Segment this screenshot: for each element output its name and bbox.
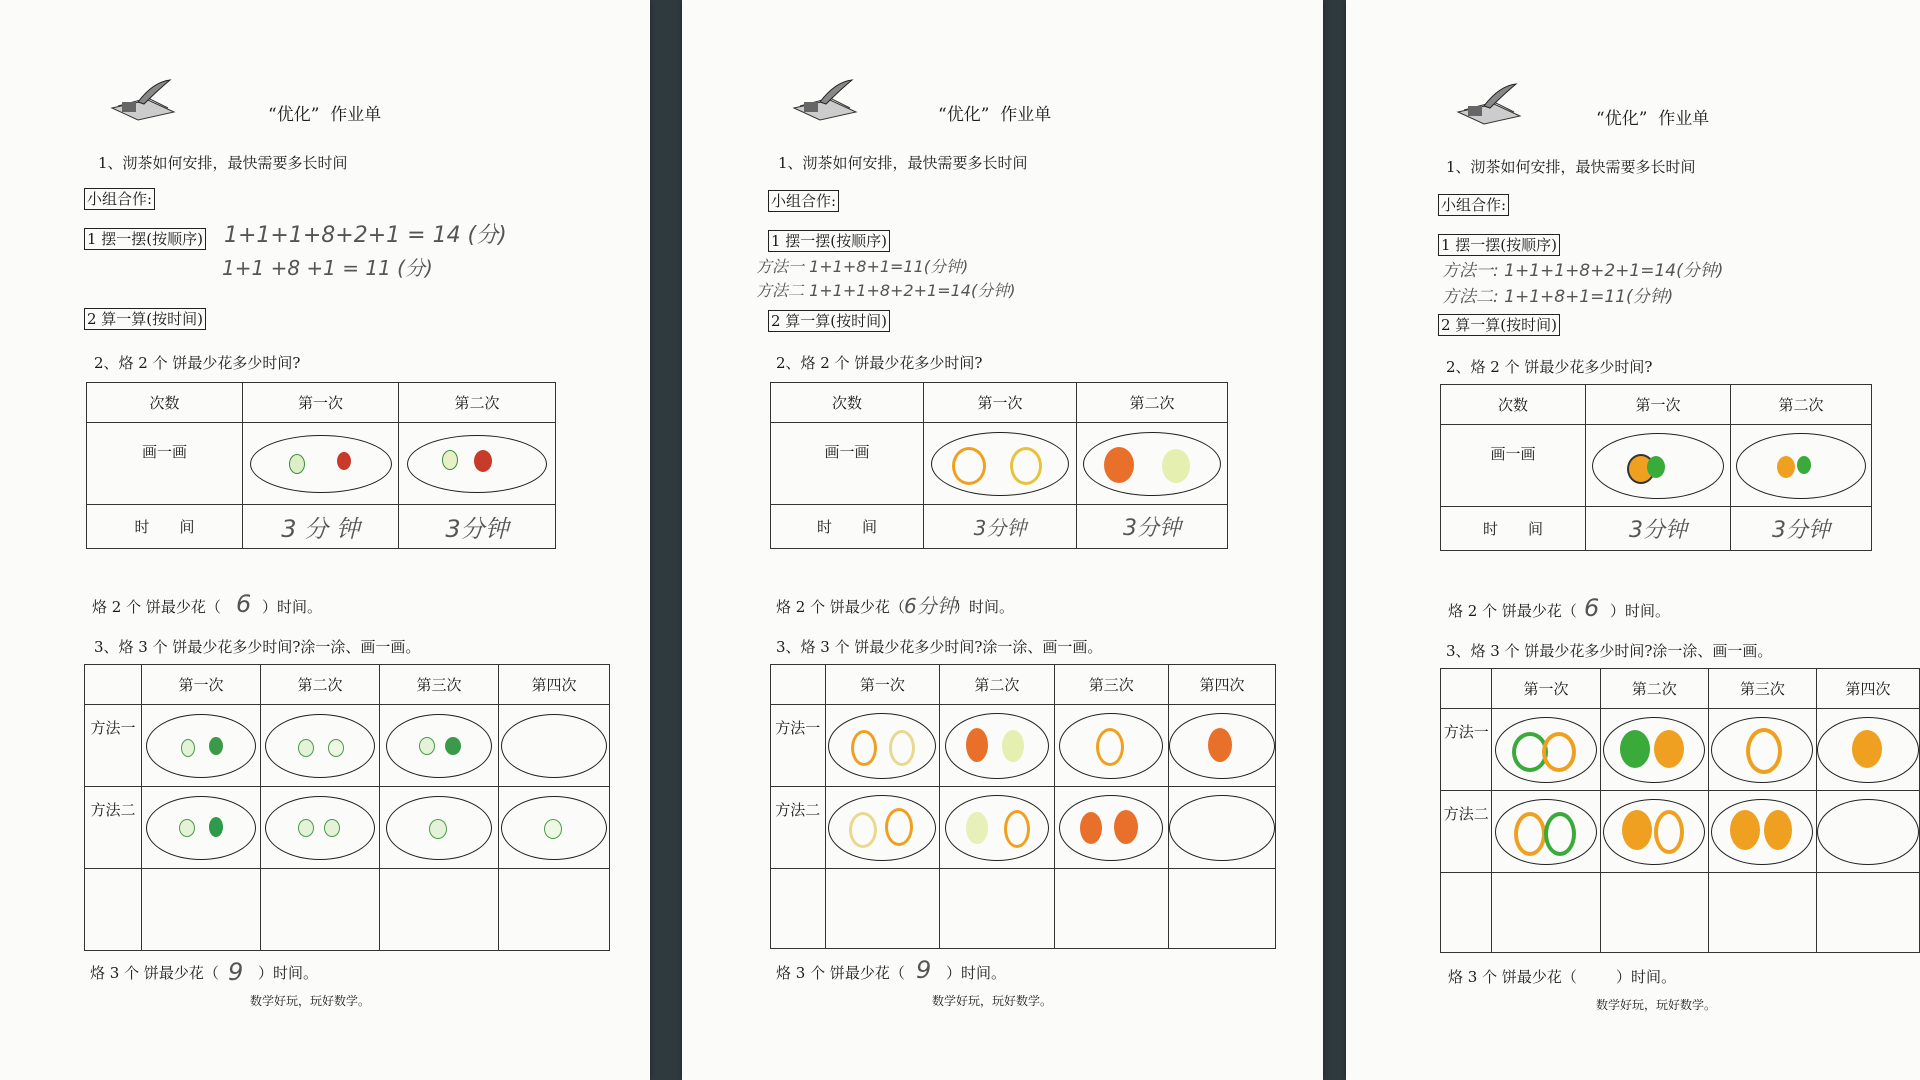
cake-circle	[1162, 449, 1190, 483]
cake-circle	[1514, 812, 1546, 856]
cake-circle	[1622, 810, 1652, 850]
cake-circle	[889, 730, 915, 766]
worksheet-title: “优化” 作业单	[938, 105, 1052, 125]
header-fourth: 第四次	[1817, 669, 1920, 709]
cake-circle	[298, 739, 314, 757]
pan-oval	[1817, 799, 1919, 865]
cake-circle	[445, 737, 461, 755]
pan-oval	[1711, 799, 1813, 865]
answer-3-suffix: ）时间。	[946, 964, 1007, 982]
header-second: 第二次	[261, 665, 380, 705]
header-first: 第一次	[825, 665, 940, 705]
question-3: 3、烙 3 个 饼最少花多少时间?涂一涂、画一画。	[1446, 642, 1773, 660]
time-second: 3分钟	[1772, 518, 1830, 543]
cake-circle	[209, 737, 223, 755]
method-1-label: 方法一	[85, 705, 142, 787]
answer-3-value: 9	[916, 956, 932, 984]
time-second: 3分钟	[445, 515, 509, 543]
row-time-label: 时 间	[87, 505, 243, 549]
cake-circle	[1746, 728, 1782, 774]
pan-oval	[146, 714, 256, 778]
cake-circle	[474, 450, 492, 472]
group-work-label: 小组合作:	[768, 190, 839, 212]
cake-circle	[1104, 447, 1134, 483]
method-2-label: 方法二	[85, 787, 142, 869]
header-second: 第二次	[940, 665, 1054, 705]
cake-circle	[1542, 732, 1576, 772]
header-first: 第一次	[1586, 385, 1731, 425]
question-1: 1、沏茶如何安排，最快需要多长时间	[1446, 158, 1696, 176]
draw-cell-1	[243, 423, 399, 505]
cake-circle	[1654, 730, 1684, 768]
pan-oval	[1711, 717, 1813, 783]
header-fourth: 第四次	[499, 665, 610, 705]
cake-circle	[179, 819, 195, 837]
time-first: 3分钟	[973, 516, 1027, 540]
cake-circle	[1208, 728, 1232, 762]
cake-circle	[1620, 730, 1650, 768]
handwritten-line-1: 方法一 1+1+8+1=11(分钟)	[756, 257, 969, 276]
step-2-label: 2 算一算(按时间)	[768, 310, 890, 332]
question-3: 3、烙 3 个 饼最少花多少时间?涂一涂、画一画。	[776, 638, 1103, 656]
two-cake-table	[86, 382, 556, 549]
pan-oval	[1736, 433, 1866, 499]
footer-motto: 数学好玩，玩好数学。	[250, 994, 371, 1008]
cake-circle	[952, 447, 986, 485]
header-third: 第三次	[1054, 665, 1168, 705]
pan-oval	[501, 714, 607, 778]
pan-oval	[1817, 717, 1919, 783]
row-time-label: 时 间	[771, 505, 924, 549]
answer-2-value: 6	[1584, 594, 1600, 622]
pan-oval	[250, 435, 392, 493]
pan-oval	[1169, 713, 1275, 779]
handwritten-line-2: 1+1 +8 +1 = 11 (分)	[222, 256, 433, 280]
cake-circle	[324, 819, 340, 837]
answer-3-prefix: 烙 3 个 饼最少花（	[1448, 968, 1577, 986]
handwritten-line-2: 方法二: 1+1+8+1=11(分钟)	[1442, 287, 1674, 307]
cake-circle	[885, 808, 913, 846]
cake-circle	[1010, 447, 1042, 485]
pan-oval	[265, 714, 375, 778]
answer-2-suffix: ）时间。	[262, 598, 323, 616]
row-draw-label: 画一画	[1441, 425, 1586, 507]
pan-oval	[931, 432, 1069, 496]
answer-3-prefix: 烙 3 个 饼最少花（	[776, 964, 905, 982]
worksheet-title: “优化” 作业单	[1596, 109, 1710, 129]
footer-motto: 数学好玩，玩好数学。	[1596, 998, 1717, 1012]
question-1: 1、沏茶如何安排，最快需要多长时间	[778, 154, 1028, 172]
book-quill-logo-icon	[790, 78, 862, 122]
three-cake-table	[770, 664, 1276, 949]
row-time-label: 时 间	[1441, 507, 1586, 551]
header-first: 第一次	[1492, 669, 1600, 709]
cake-circle	[1080, 812, 1102, 844]
row-draw-label: 画一画	[87, 423, 243, 505]
answer-2-prefix: 烙 2 个 饼最少花（	[776, 598, 905, 616]
pan-oval	[1603, 799, 1705, 865]
worksheet-page-1	[0, 0, 650, 1080]
cake-circle	[1777, 456, 1795, 478]
cake-circle	[209, 817, 223, 837]
cake-circle	[1647, 456, 1665, 478]
answer-2-prefix: 烙 2 个 饼最少花（	[92, 598, 221, 616]
header-second: 第二次	[1077, 383, 1228, 423]
group-work-label: 小组合作:	[84, 188, 155, 210]
worksheet-page-3	[1346, 0, 1920, 1080]
book-quill-logo-icon	[108, 78, 180, 122]
time-first: 3 分 钟	[281, 515, 360, 543]
cake-circle	[419, 737, 435, 755]
step-1-label: 1 摆一摆(按顺序)	[768, 230, 890, 252]
group-work-label: 小组合作:	[1438, 194, 1509, 216]
pan-oval	[407, 435, 547, 493]
two-cake-table	[1440, 384, 1872, 551]
cake-circle	[181, 739, 195, 757]
header-first: 第一次	[142, 665, 261, 705]
pan-oval	[1592, 433, 1724, 499]
cake-circle	[1852, 730, 1882, 768]
header-second: 第二次	[1600, 669, 1708, 709]
question-2: 2、烙 2 个 饼最少花多少时间?	[776, 354, 983, 372]
answer-3-value: 9	[228, 958, 244, 986]
step-2-label: 2 算一算(按时间)	[1438, 314, 1560, 336]
pan-oval	[1059, 795, 1163, 861]
three-cake-table	[1440, 668, 1920, 953]
answer-2-prefix: 烙 2 个 饼最少花（	[1448, 602, 1577, 620]
cake-circle	[1764, 810, 1792, 850]
cake-circle	[966, 812, 988, 844]
time-first: 3分钟	[1629, 518, 1687, 543]
cake-circle	[298, 819, 314, 837]
header-third: 第三次	[380, 665, 499, 705]
method-2-label: 方法二	[1441, 791, 1492, 873]
three-cake-table	[84, 664, 610, 951]
cake-circle	[544, 819, 562, 839]
answer-2-value: 6	[236, 590, 252, 618]
method-1-label: 方法一	[771, 705, 826, 787]
pan-oval	[945, 713, 1049, 779]
answer-3-suffix: ）时间。	[1616, 968, 1677, 986]
pan-oval	[945, 795, 1049, 861]
cake-circle	[966, 728, 988, 762]
handwritten-line-1: 1+1+1+8+2+1 = 14 (分)	[224, 223, 507, 248]
time-second: 3分钟	[1123, 516, 1181, 541]
answer-3-suffix: ）时间。	[258, 964, 319, 982]
pan-oval	[1603, 717, 1705, 783]
pan-oval	[1495, 717, 1597, 783]
header-third: 第三次	[1708, 669, 1816, 709]
header-count: 次数	[87, 383, 243, 423]
step-2-label: 2 算一算(按时间)	[84, 308, 206, 330]
cake-circle	[328, 739, 344, 757]
header-second: 第二次	[1731, 385, 1872, 425]
cake-circle	[1004, 810, 1030, 848]
method-2-label: 方法二	[771, 787, 826, 869]
pan-oval	[386, 796, 492, 860]
cake-circle	[429, 819, 447, 839]
cake-circle	[337, 452, 351, 470]
cake-circle	[1096, 728, 1124, 766]
header-fourth: 第四次	[1169, 665, 1276, 705]
cake-circle	[1114, 810, 1138, 844]
method-1-label: 方法一	[1441, 709, 1492, 791]
question-2: 2、烙 2 个 饼最少花多少时间?	[1446, 358, 1653, 376]
worksheet-page-2	[682, 0, 1323, 1080]
header-count: 次数	[1441, 385, 1586, 425]
answer-2-suffix: ）时间。	[1610, 602, 1671, 620]
pan-oval	[501, 796, 607, 860]
worksheet-title: “优化” 作业单	[268, 105, 382, 125]
header-count: 次数	[771, 383, 924, 423]
handwritten-line-1: 方法一: 1+1+1+8+2+1=14(分钟)	[1442, 261, 1724, 281]
cake-circle	[1544, 812, 1576, 856]
header-first: 第一次	[243, 383, 399, 423]
pan-oval	[1083, 432, 1221, 496]
header-first: 第一次	[924, 383, 1077, 423]
question-3: 3、烙 3 个 饼最少花多少时间?涂一涂、画一画。	[94, 638, 421, 656]
cake-circle	[849, 812, 877, 848]
question-1: 1、沏茶如何安排，最快需要多长时间	[98, 154, 348, 172]
pan-oval	[1169, 795, 1275, 861]
handwritten-line-2: 方法二 1+1+1+8+2+1=14(分钟)	[756, 281, 1016, 300]
pan-oval	[386, 714, 492, 778]
two-cake-table	[770, 382, 1228, 549]
cake-circle	[851, 730, 877, 766]
cake-circle	[289, 454, 305, 474]
pan-oval	[1059, 713, 1163, 779]
pan-oval	[1495, 799, 1597, 865]
pan-oval	[265, 796, 375, 860]
step-1-label: 1 摆一摆(按顺序)	[84, 228, 206, 250]
cake-circle	[1654, 810, 1684, 854]
answer-2-suffix: ）时间。	[954, 598, 1015, 616]
row-draw-label: 画一画	[771, 423, 924, 505]
answer-3-prefix: 烙 3 个 饼最少花（	[90, 964, 219, 982]
draw-cell-2	[399, 423, 556, 505]
header-second: 第二次	[399, 383, 556, 423]
pan-oval	[146, 796, 256, 860]
cake-circle	[1730, 810, 1760, 850]
cake-circle	[1797, 456, 1811, 474]
cake-circle	[442, 450, 458, 470]
pan-oval	[828, 713, 936, 779]
answer-2-value: 6分钟	[904, 594, 957, 618]
question-2: 2、烙 2 个 饼最少花多少时间?	[94, 354, 301, 372]
cake-circle	[1002, 730, 1024, 762]
pan-oval	[828, 795, 936, 861]
book-quill-logo-icon	[1454, 82, 1526, 126]
footer-motto: 数学好玩，玩好数学。	[932, 994, 1053, 1008]
step-1-label: 1 摆一摆(按顺序)	[1438, 234, 1560, 256]
